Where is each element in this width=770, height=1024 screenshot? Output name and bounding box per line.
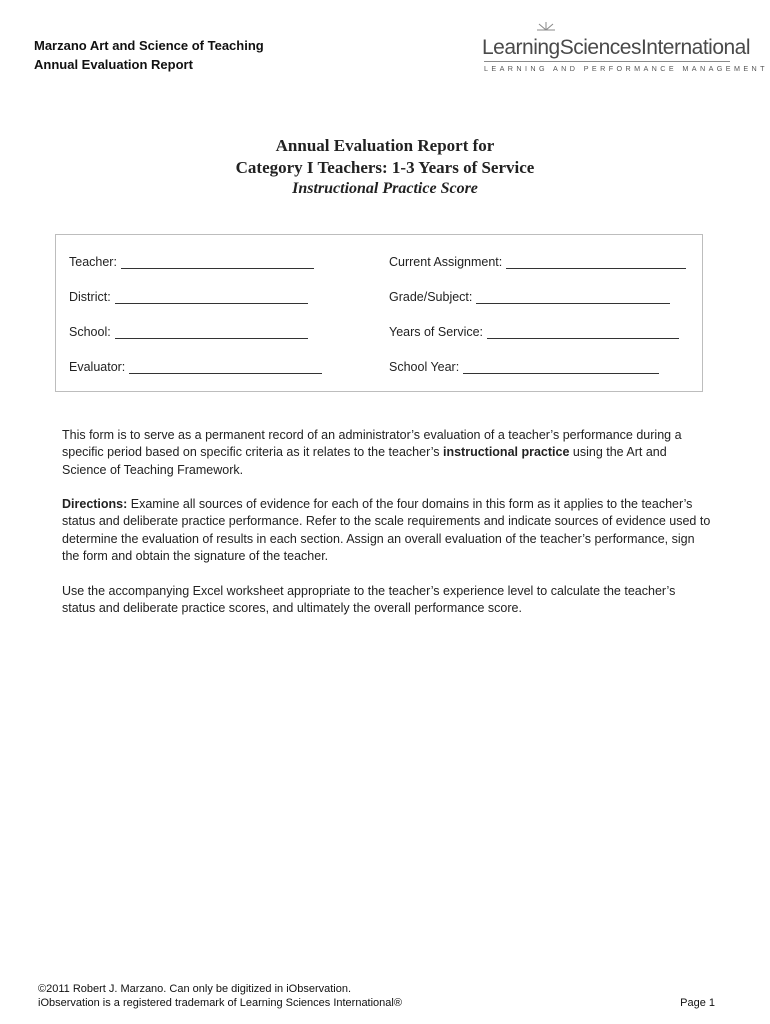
directions-text: Examine all sources of evidence for each of the four domains in this form as it applies to the teacher’s status and deliberate practice performance. Refer to the scale requirements and indicate sources of evidence used to determine the evaluation of results in each section. Assign an overall evaluation of the teacher’s performance, sign the form and obtain the signature of the teacher. xyxy=(62,497,711,564)
school-year-label: School Year: xyxy=(389,360,460,374)
copyright-line: ©2011 Robert J. Marzano. Can only be digitized in iObservation. xyxy=(38,983,352,995)
lsi-logo xyxy=(482,24,768,74)
school-label: School: xyxy=(69,325,111,339)
intro-paragraph xyxy=(62,427,712,479)
header-title: Marzano Art and Science of Teaching xyxy=(34,38,264,53)
document-header xyxy=(34,36,264,74)
teacher-info-form xyxy=(55,234,703,392)
intro-text-b: using the Art and Science of Teaching Framework. xyxy=(62,445,667,477)
page-number: Page 1 xyxy=(680,997,715,1009)
teacher-label: Teacher: xyxy=(69,255,117,269)
current-assignment-line[interactable] xyxy=(506,256,686,269)
report-title-line2: Category I Teachers: 1-3 Years of Service xyxy=(235,158,535,177)
years-of-service-field[interactable] xyxy=(389,325,679,339)
district-line[interactable] xyxy=(115,291,308,304)
teacher-line[interactable] xyxy=(121,256,314,269)
years-of-service-line[interactable] xyxy=(487,326,679,339)
logo-wordmark: LearningSciencesInternational xyxy=(482,36,751,59)
report-title-line3: Instructional Practice Score xyxy=(292,180,478,197)
evaluator-label: Evaluator: xyxy=(69,360,126,374)
grade-subject-field[interactable] xyxy=(389,290,670,304)
evaluator-line[interactable] xyxy=(129,361,322,374)
report-title-line1: Annual Evaluation Report for xyxy=(275,136,495,155)
excel-text: Use the accompanying Excel worksheet appropriate to the teacher’s experience level to calculate the teacher’s status and deliberate practice scores, and ultimately the overall performance score. xyxy=(62,584,676,616)
excel-paragraph xyxy=(62,583,712,618)
district-field[interactable] xyxy=(69,290,308,304)
logo-divider xyxy=(484,61,730,62)
logo-tagline: LEARNING AND PERFORMANCE MANAGEMENT xyxy=(484,64,768,73)
grade-subject-line[interactable] xyxy=(476,291,670,304)
intro-text-bold: instructional practice xyxy=(442,445,570,460)
current-assignment-label: Current Assignment: xyxy=(389,255,503,269)
directions-label: Directions: xyxy=(62,497,128,511)
directions-paragraph xyxy=(62,496,712,566)
trademark-line: iObservation is a registered trademark of Learning Sciences International® xyxy=(38,997,402,1009)
school-year-field[interactable] xyxy=(389,360,659,374)
teacher-field[interactable] xyxy=(69,255,314,269)
years-of-service-label: Years of Service: xyxy=(389,325,484,339)
grade-subject-label: Grade/Subject: xyxy=(389,290,473,304)
school-year-line[interactable] xyxy=(463,361,659,374)
school-field[interactable] xyxy=(69,325,308,339)
current-assignment-field[interactable] xyxy=(389,255,686,269)
intro-text-a: This form is to serve as a permanent record of an administrator’s evaluation of a teacher’s performance during a specific period based on specific criteria as it relates to the teacher’s xyxy=(62,428,682,460)
district-label: District: xyxy=(69,290,111,304)
school-line[interactable] xyxy=(115,326,308,339)
header-subtitle: Annual Evaluation Report xyxy=(34,57,193,72)
evaluator-field[interactable] xyxy=(69,360,322,374)
